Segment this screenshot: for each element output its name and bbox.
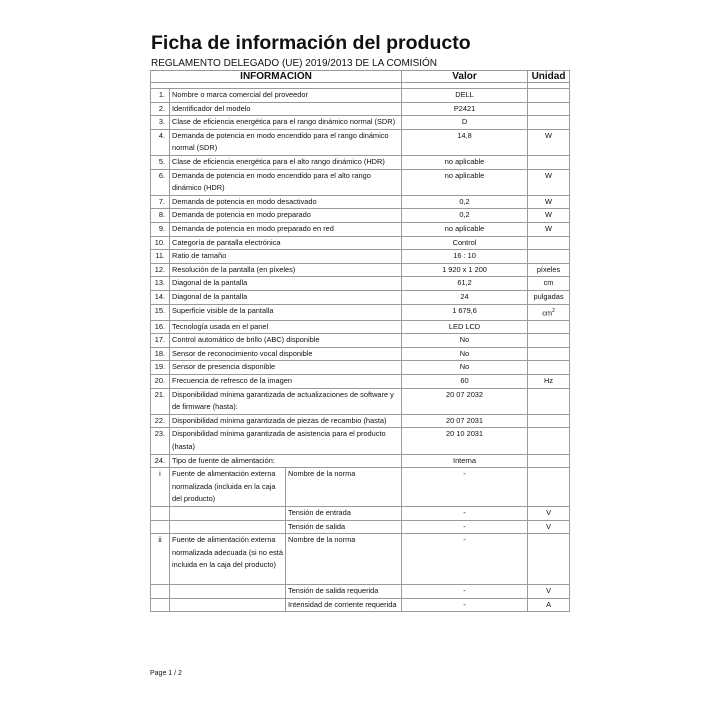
header-info: INFORMACIÓN: [151, 71, 402, 83]
psu-i-number: i: [151, 468, 170, 507]
row-number: 7.: [151, 195, 170, 209]
psu-i-sub-label: Tensión de salida: [286, 520, 402, 534]
regulation-subtitle: REGLAMENTO DELEGADO (UE) 2019/2013 DE LA COMISIÓN: [151, 58, 438, 69]
row-label: Superficie visible de la pantalla: [170, 304, 402, 320]
row-label: Sensor de presencia disponible: [170, 361, 402, 375]
psu-ii-sub-value: -: [402, 534, 528, 585]
table-row: [151, 304, 570, 320]
psu-i-label: Fuente de alimentación externa normalizada (incluida en la caja del producto): [170, 468, 286, 507]
row-value: 20 07 2031: [402, 414, 528, 428]
row-label: Disponibilidad mínima garantizada de asistencia para el producto (hasta): [170, 428, 402, 454]
table-row: [151, 263, 570, 277]
psu-i-sub-label: Tensión de entrada: [286, 507, 402, 521]
row-unit: cm: [528, 277, 570, 291]
row-unit: [528, 236, 570, 250]
row-label: Sensor de reconocimiento vocal disponible: [170, 347, 402, 361]
row-unit: [528, 155, 570, 169]
psu-i-sub-unit: V: [528, 507, 570, 521]
row-number: 16.: [151, 320, 170, 334]
row-label: Clase de eficiencia energética para el alto rango dinámico (HDR): [170, 155, 402, 169]
row-label: Identificador del modelo: [170, 102, 402, 116]
product-sheet: [150, 30, 569, 612]
row-label: Tipo de fuente de alimentación:: [170, 454, 402, 468]
row-value: DELL: [402, 89, 528, 103]
page-footer: Page 1 / 2: [150, 670, 182, 677]
row-label: Nombre o marca comercial del proveedor: [170, 89, 402, 103]
row-value: No: [402, 361, 528, 375]
table-row: [151, 89, 570, 103]
row-number: 19.: [151, 361, 170, 375]
row-number: 23.: [151, 428, 170, 454]
row-label: Categoría de pantalla electrónica: [170, 236, 402, 250]
row-unit: [528, 116, 570, 130]
row-value: 20 07 2032: [402, 388, 528, 414]
row-number: 10.: [151, 236, 170, 250]
table-row: [151, 428, 570, 454]
psu-i-sub-unit: [528, 468, 570, 507]
psu-i-row-1: [151, 468, 570, 507]
header-row: [151, 71, 570, 83]
row-unit: [528, 347, 570, 361]
row-label: Disponibilidad mínima garantizada de piezas de recambio (hasta): [170, 414, 402, 428]
row-unit-superscript: 2: [552, 307, 555, 314]
row-number: 14.: [151, 290, 170, 304]
row-value: Control: [402, 236, 528, 250]
psu-ii-sub-label: Intensidad de corriente requerida: [286, 598, 402, 612]
row-number: 21.: [151, 388, 170, 414]
table-row: [151, 388, 570, 414]
table-row: [151, 236, 570, 250]
psu-ii-sub-unit: V: [528, 585, 570, 599]
psu-ii-sub-value: -: [402, 585, 528, 599]
table-row: [151, 250, 570, 264]
psu-i-sub-unit: V: [528, 520, 570, 534]
row-value: LED LCD: [402, 320, 528, 334]
row-label: Demanda de potencia en modo desactivado: [170, 195, 402, 209]
row-number: 3.: [151, 116, 170, 130]
row-label: Control automático de brillo (ABC) disponible: [170, 334, 402, 348]
table-row: [151, 222, 570, 236]
table-row: [151, 454, 570, 468]
row-unit: W: [528, 195, 570, 209]
row-value: no aplicable: [402, 222, 528, 236]
row-number: 6.: [151, 169, 170, 195]
row-label: Tecnología usada en el panel: [170, 320, 402, 334]
row-unit: [528, 454, 570, 468]
info-table: [150, 70, 570, 612]
row-unit: [528, 304, 570, 320]
row-unit: Hz: [528, 374, 570, 388]
row-unit: W: [528, 129, 570, 155]
row-value: D: [402, 116, 528, 130]
table-row: [151, 361, 570, 375]
row-unit: [528, 334, 570, 348]
table-row: [151, 155, 570, 169]
row-unit: [528, 89, 570, 103]
row-label: Demanda de potencia en modo preparado: [170, 209, 402, 223]
row-number: 13.: [151, 277, 170, 291]
psu-i-sub-value: -: [402, 468, 528, 507]
table-row: [151, 414, 570, 428]
row-value: P2421: [402, 102, 528, 116]
row-label: Demanda de potencia en modo encendido para el rango dinámico normal (SDR): [170, 129, 402, 155]
row-value: 61,2: [402, 277, 528, 291]
row-value: No: [402, 347, 528, 361]
row-unit: W: [528, 222, 570, 236]
row-label: Resolución de la pantalla (en píxeles): [170, 263, 402, 277]
table-row: [151, 116, 570, 130]
row-label: Frecuencia de refresco de la imagen: [170, 374, 402, 388]
row-label: Demanda de potencia en modo preparado en red: [170, 222, 402, 236]
psu-ii-sub-label: Nombre de la norma: [286, 534, 402, 585]
row-number: 8.: [151, 209, 170, 223]
psu-i-sub-value: -: [402, 520, 528, 534]
row-number: 9.: [151, 222, 170, 236]
row-value: 0,2: [402, 209, 528, 223]
row-unit: W: [528, 169, 570, 195]
table-row: [151, 290, 570, 304]
row-number: 18.: [151, 347, 170, 361]
table-row: [151, 347, 570, 361]
row-label: Clase de eficiencia energética para el rango dinámico normal (SDR): [170, 116, 402, 130]
row-label: Ratio de tamaño: [170, 250, 402, 264]
psu-ii-sub-label: Tensión de salida requerida: [286, 585, 402, 599]
psu-i-row-3: [151, 520, 570, 534]
row-number: 22.: [151, 414, 170, 428]
row-unit-text: cm: [542, 307, 553, 317]
row-value: 0,2: [402, 195, 528, 209]
row-number: 11.: [151, 250, 170, 264]
row-value: no aplicable: [402, 169, 528, 195]
table-row: [151, 374, 570, 388]
row-number: 5.: [151, 155, 170, 169]
row-unit: [528, 414, 570, 428]
row-value: 1 920 x 1 200: [402, 263, 528, 277]
row-number: 2.: [151, 102, 170, 116]
row-unit: W: [528, 209, 570, 223]
row-number: 17.: [151, 334, 170, 348]
table-row: [151, 169, 570, 195]
row-label: Diagonal de la pantalla: [170, 290, 402, 304]
row-unit: [528, 361, 570, 375]
table-row: [151, 195, 570, 209]
row-label: Diagonal de la pantalla: [170, 277, 402, 291]
row-value: 60: [402, 374, 528, 388]
row-number: 1.: [151, 89, 170, 103]
row-value: 14,8: [402, 129, 528, 155]
row-number: 20.: [151, 374, 170, 388]
psu-ii-sub-unit: A: [528, 598, 570, 612]
row-value: Interna: [402, 454, 528, 468]
header-unidad: Unidad: [528, 71, 570, 83]
row-value: 20 10 2031: [402, 428, 528, 454]
row-unit: pulgadas: [528, 290, 570, 304]
row-label: Disponibilidad mínima garantizada de actualizaciones de software y de firmware (hasta):: [170, 388, 402, 414]
row-value: 1 679,6: [402, 304, 528, 320]
psu-ii-number: ii: [151, 534, 170, 585]
table-row: [151, 277, 570, 291]
psu-ii-row-1: [151, 534, 570, 585]
psu-ii-sub-value: -: [402, 598, 528, 612]
row-unit: píxeles: [528, 263, 570, 277]
table-row: [151, 129, 570, 155]
psu-ii-row-2: [151, 585, 570, 599]
header-valor: Valor: [402, 71, 528, 83]
psu-i-sub-label: Nombre de la norma: [286, 468, 402, 507]
psu-ii-row-3: [151, 598, 570, 612]
row-number: 4.: [151, 129, 170, 155]
row-value: no aplicable: [402, 155, 528, 169]
row-unit: [528, 250, 570, 264]
row-number: 15.: [151, 304, 170, 320]
table-row: [151, 209, 570, 223]
psu-ii-sub-unit: [528, 534, 570, 585]
psu-i-sub-value: -: [402, 507, 528, 521]
psu-i-row-2: [151, 507, 570, 521]
row-number: 12.: [151, 263, 170, 277]
page-title: Ficha de información del producto: [151, 32, 471, 54]
row-label: Demanda de potencia en modo encendido para el alto rango dinámico (HDR): [170, 169, 402, 195]
table-row: [151, 334, 570, 348]
table-row: [151, 102, 570, 116]
psu-ii-label: Fuente de alimentación externa normalizada adecuada (si no está incluida en la caja del producto): [170, 534, 286, 585]
row-unit: [528, 320, 570, 334]
row-number: 24.: [151, 454, 170, 468]
row-unit: [528, 428, 570, 454]
row-value: No: [402, 334, 528, 348]
row-unit: [528, 102, 570, 116]
row-unit: [528, 388, 570, 414]
table-row: [151, 320, 570, 334]
row-value: 24: [402, 290, 528, 304]
row-value: 16 : 10: [402, 250, 528, 264]
